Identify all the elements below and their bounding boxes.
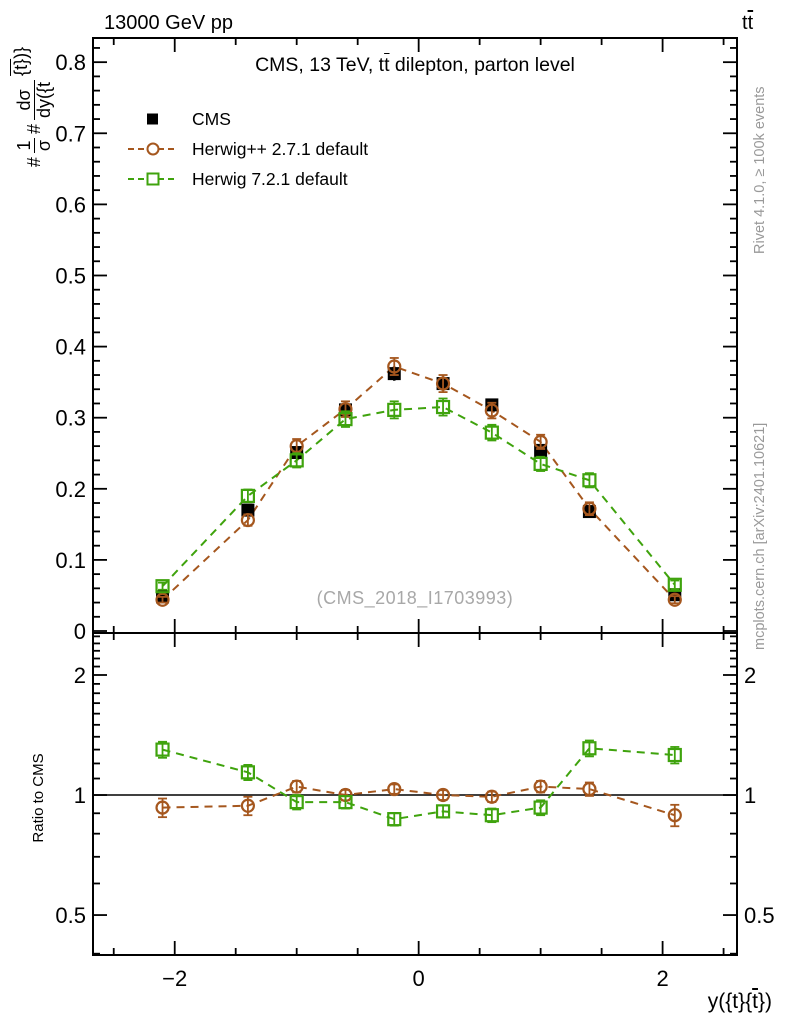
svg-text:−2: −2 bbox=[162, 966, 188, 991]
svg-text:0: 0 bbox=[412, 966, 425, 991]
legend-label: CMS bbox=[192, 108, 231, 129]
svg-text:2: 2 bbox=[73, 663, 86, 689]
legend-label: Herwig++ 2.7.1 default bbox=[192, 138, 369, 159]
svg-text:0.5: 0.5 bbox=[744, 903, 775, 929]
legend-label: Herwig 7.2.1 default bbox=[192, 168, 348, 189]
svg-text:2: 2 bbox=[744, 663, 757, 689]
svg-text:2: 2 bbox=[656, 966, 669, 991]
filled-square-marker-icon bbox=[127, 111, 179, 127]
svg-text:0.6: 0.6 bbox=[55, 192, 86, 218]
svg-text:0.2: 0.2 bbox=[55, 476, 86, 502]
svg-text:0.4: 0.4 bbox=[55, 334, 86, 360]
legend-item-herwigpp bbox=[127, 134, 368, 164]
mcplots-credit-note: mcplots.cern.ch [arXiv:2401.10621] bbox=[752, 422, 768, 650]
svg-text:0.7: 0.7 bbox=[55, 121, 86, 147]
svg-text:0.3: 0.3 bbox=[55, 405, 86, 431]
process-tbar: $\overline{t}$ bbox=[747, 12, 754, 34]
process-label bbox=[742, 12, 753, 35]
plot-title: CMS, 13 TeV, $t\overline{t}$ dilepton, parton level bbox=[255, 54, 575, 76]
rivet-version-note: Rivet 4.1.0, ≥ 100k events bbox=[752, 86, 768, 254]
legend-item-herwig7 bbox=[127, 164, 368, 194]
process-t: t bbox=[742, 12, 748, 34]
svg-text:1: 1 bbox=[73, 783, 86, 809]
legend-item-cms bbox=[127, 104, 368, 134]
svg-text:0: 0 bbox=[73, 619, 86, 645]
svg-text:0.1: 0.1 bbox=[55, 547, 86, 573]
x-axis-label: $y(\{t\}\{\overline{t}\})$ bbox=[707, 990, 772, 1013]
svg-text:0.5: 0.5 bbox=[55, 903, 86, 929]
legend bbox=[127, 104, 368, 194]
analysis-id-watermark: (CMS_2018_I1703993) bbox=[316, 588, 514, 608]
dashed-circle-marker-icon bbox=[127, 141, 179, 157]
svg-text:0.8: 0.8 bbox=[55, 50, 86, 76]
svg-text:1: 1 bbox=[744, 783, 757, 809]
ratio-axis-label: Ratio to CMS bbox=[30, 753, 47, 843]
svg-text:0.5: 0.5 bbox=[55, 263, 86, 289]
dashed-square-marker-icon bbox=[127, 171, 179, 187]
beam-energy-label: 13000 GeV pp bbox=[104, 12, 233, 34]
y-axis-label: # 1 σ # dσ dy({t {t})} bbox=[10, 46, 54, 168]
